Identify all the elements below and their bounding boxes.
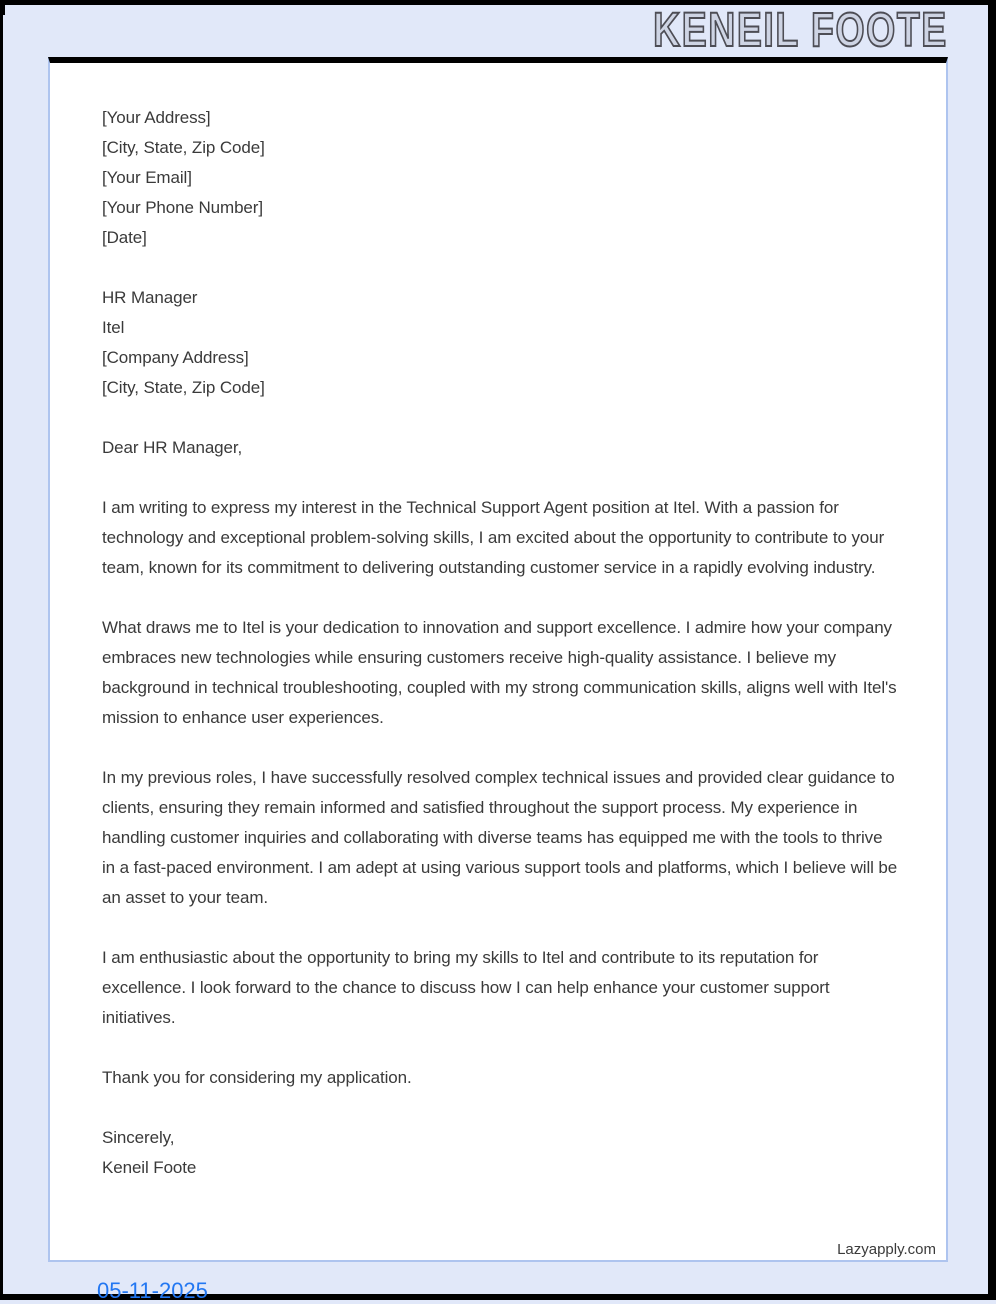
letter-header: [48, 5, 948, 57]
paragraph-thanks: Thank you for considering my application.: [102, 1068, 412, 1087]
recipient-city-line: [City, State, Zip Code]: [102, 378, 265, 397]
sender-city-line: [City, State, Zip Code]: [102, 138, 265, 157]
sender-address-block: [102, 103, 900, 253]
sender-email-line: [Your Email]: [102, 168, 192, 187]
salutation: Dear HR Manager,: [102, 438, 243, 457]
signature-block: [102, 1123, 900, 1183]
closing-line: Sincerely,: [102, 1128, 175, 1147]
recipient-title-line: HR Manager: [102, 288, 198, 307]
sender-address-line: [Your Address]: [102, 108, 211, 127]
recipient-company-line: Itel: [102, 318, 125, 337]
lazyapply-watermark: Lazyapply.com: [837, 1241, 936, 1258]
signature-name: Keneil Foote: [102, 1158, 197, 1177]
cover-letter-body: [50, 63, 946, 1183]
recipient-address-block: [102, 283, 900, 403]
candidate-name-title: KENEIL FOOTE: [653, 4, 948, 57]
window-frame-left: [0, 0, 3, 1300]
sender-phone-line: [Your Phone Number]: [102, 198, 263, 217]
window-frame-right: [988, 0, 996, 1300]
cover-letter-page: [48, 57, 948, 1262]
paragraph-company-interest: What draws me to Itel is your dedication to innovation and support excellence. I admire how your company embraces new technologies while ensuring customers receive high-quality assistance. I believe my background in technical troubleshooting, coupled with my strong communication skills, aligns well with Itel's mission to enhance user experiences.: [102, 618, 897, 727]
paragraph-experience: In my previous roles, I have successfully resolved complex technical issues and provided clear guidance to clients, ensuring they remain informed and satisfied throughout the support process. My experience in handling customer inquiries and collaborating with diverse teams has equipped me with the tools to thrive in a fast-paced environment. I am adept at using various support tools and platforms, which I believe will be an asset to your team.: [102, 768, 898, 907]
sender-date-line: [Date]: [102, 228, 147, 247]
recipient-address-line: [Company Address]: [102, 348, 249, 367]
window-frame-left-notch: [0, 0, 5, 15]
paragraph-enthusiasm: I am enthusiastic about the opportunity to bring my skills to Itel and contribute to its reputation for excellence. I look forward to the chance to discuss how I can help enhance your customer support initiatives.: [102, 948, 830, 1027]
paragraph-intro: I am writing to express my interest in the Technical Support Agent position at Itel. With a passion for technology and exceptional problem-solving skills, I am excited about the opportunity to contribute to your team, known for its commitment to delivering outstanding customer service in a rapidly evolving industry.: [102, 498, 885, 577]
generated-date: 05-11-2025: [97, 1278, 208, 1303]
